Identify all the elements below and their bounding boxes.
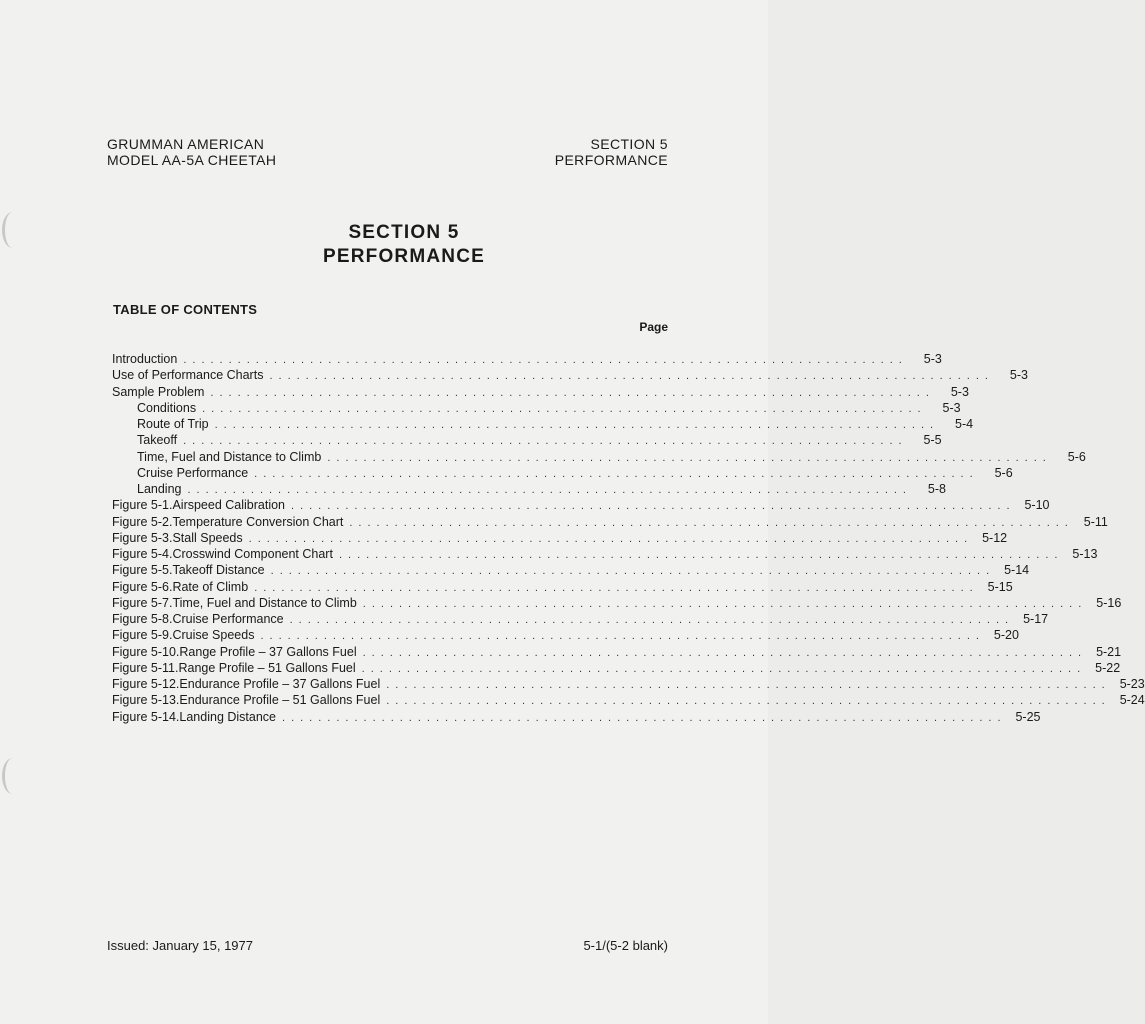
toc-entry-page: 5-20 (993, 628, 1019, 643)
toc-entry-figure-number: Figure 5-8. (112, 612, 173, 626)
header-manufacturer: GRUMMAN AMERICAN (107, 136, 265, 152)
toc-entry (112, 595, 1122, 611)
toc-heading: TABLE OF CONTENTS (113, 302, 258, 317)
toc-entry (112, 579, 1013, 595)
toc-entry-page: 5-3 (950, 384, 969, 399)
dot-leader: ................................................................................ (214, 419, 940, 431)
toc-entry-figure-number: Figure 5-12. (112, 677, 180, 691)
dot-leader: ................................................................................ (187, 484, 912, 496)
toc-entry-figure-number: Figure 5-2. (112, 514, 173, 529)
toc-entry-label: Endurance Profile – 51 Gallons Fuel (179, 693, 381, 708)
toc-entry-page: 5-8 (927, 482, 946, 496)
dot-leader: ................................................................................ (386, 695, 1111, 708)
toc-entry (112, 465, 1013, 481)
toc-entry-label: Takeoff Distance (172, 563, 265, 578)
toc-entry (112, 627, 1019, 643)
toc-entry-label: Rate of Climb (172, 579, 249, 594)
toc-entry-figure-number: Figure 5-4. (112, 547, 173, 561)
dot-leader: ................................................................................ (386, 679, 1111, 691)
toc-entry-page: 5-5 (923, 433, 942, 448)
toc-entry (112, 660, 1121, 676)
toc-entry-figure-number: Figure 5-3. (112, 530, 173, 545)
section-title: SECTION 5 (348, 222, 460, 243)
toc-entry-label: Sample Problem (112, 384, 205, 399)
toc-entry (112, 611, 1049, 627)
toc-entry (112, 692, 1145, 708)
dot-leader: ................................................................................ (327, 451, 1052, 464)
dot-leader: ................................................................................ (260, 630, 985, 643)
toc-entry-page: 5-3 (1009, 368, 1028, 383)
toc-entry (112, 367, 1028, 383)
toc-entry-page: 5-3 (942, 400, 961, 415)
toc-entry-label: Time, Fuel and Distance to Climb (172, 595, 357, 610)
toc-entry (112, 449, 1086, 465)
running-header-left (107, 136, 276, 168)
dot-leader: ................................................................................ (362, 646, 1088, 659)
section-subtitle: PERFORMANCE (322, 246, 486, 267)
toc-entry (112, 562, 1030, 578)
toc-entry-page: 5-3 (923, 352, 942, 366)
toc-entry-page: 5-14 (1004, 563, 1030, 578)
toc-entry-label: Range Profile – 51 Gallons Fuel (178, 660, 356, 675)
toc-entry-page: 5-16 (1096, 595, 1122, 610)
toc-entry (112, 351, 942, 367)
toc-entry (112, 514, 1108, 530)
toc-entry-label: Time, Fuel and Distance to Climb (137, 449, 322, 464)
table-of-contents (112, 351, 1145, 725)
dot-leader: ................................................................................ (269, 370, 994, 383)
dot-leader: ................................................................................ (349, 516, 1074, 529)
toc-entry (112, 416, 974, 432)
toc-entry-page: 5-25 (1015, 709, 1041, 724)
toc-entry-label: Temperature Conversion Chart (172, 514, 344, 529)
page-number: 5-1/(5-2 blank) (583, 938, 668, 953)
toc-entry-label: Stall Speeds (172, 530, 243, 545)
toc-entry-figure-number: Figure 5-10. (112, 644, 180, 659)
toc-entry-label: Conditions (137, 400, 197, 415)
dot-leader: ................................................................................ (362, 597, 1088, 610)
toc-entry-page: 5-15 (987, 579, 1013, 594)
header-section: SECTION 5 (590, 136, 668, 152)
binder-hole (2, 758, 23, 794)
toc-entry-label: Landing (137, 482, 182, 496)
toc-entry-figure-number: Figure 5-5. (112, 563, 173, 578)
toc-entry-label: Cruise Speeds (172, 628, 255, 643)
toc-entry (112, 644, 1122, 660)
toc-entry-figure-number: Figure 5-6. (112, 579, 173, 594)
toc-entry-label: Introduction (112, 352, 178, 366)
issued-date: Issued: January 15, 1977 (107, 938, 253, 953)
toc-entry-figure-number: Figure 5-9. (112, 628, 173, 643)
toc-entry (112, 481, 946, 497)
toc-entry-label: Airspeed Calibration (172, 498, 286, 513)
toc-entry-page: 5-6 (994, 465, 1013, 480)
dot-leader: ................................................................................ (361, 662, 1087, 675)
dot-leader: ................................................................................ (183, 435, 908, 448)
toc-entry-page: 5-17 (1023, 612, 1049, 626)
toc-page-column-label: Page (639, 320, 668, 334)
toc-entry-page: 5-6 (1067, 449, 1086, 464)
toc-entry-figure-number: Figure 5-7. (112, 595, 173, 610)
toc-entry-page: 5-12 (982, 530, 1008, 545)
running-header-right (555, 136, 668, 168)
toc-entry-page: 5-24 (1119, 693, 1145, 708)
dot-leader: ................................................................................ (289, 614, 1015, 626)
dot-leader: ................................................................................ (248, 532, 974, 545)
toc-entry-label: Cruise Performance (172, 612, 284, 626)
toc-entry-figure-number: Figure 5-1. (112, 498, 173, 513)
toc-entry-label: Range Profile – 37 Gallons Fuel (179, 644, 357, 659)
toc-entry-label: Takeoff (137, 433, 178, 448)
toc-entry-label: Landing Distance (179, 709, 277, 724)
toc-entry-page: 5-21 (1096, 644, 1122, 659)
toc-entry-page: 5-22 (1095, 660, 1121, 675)
toc-entry (112, 709, 1041, 725)
toc-entry (112, 546, 1098, 562)
header-model: MODEL AA-5A CHEETAH (107, 152, 277, 168)
toc-entry-page: 5-13 (1072, 547, 1098, 561)
toc-entry (112, 497, 1050, 513)
dot-leader: ................................................................................ (338, 549, 1064, 561)
dot-leader: ................................................................................ (183, 354, 908, 366)
toc-entry (112, 432, 942, 448)
dot-leader: ................................................................................ (282, 711, 1007, 724)
toc-entry (112, 676, 1145, 692)
toc-entry-figure-number: Figure 5-11. (112, 660, 179, 675)
toc-entry-label: Endurance Profile – 37 Gallons Fuel (179, 677, 381, 691)
dot-leader: ................................................................................ (202, 402, 927, 415)
toc-entry-figure-number: Figure 5-14. (112, 709, 180, 724)
toc-entry-label: Cruise Performance (137, 465, 249, 480)
toc-entry (112, 384, 969, 400)
toc-entry-label: Crosswind Component Chart (172, 547, 333, 561)
dot-leader: ................................................................................ (291, 500, 1016, 513)
toc-entry (112, 400, 961, 416)
toc-entry-page: 5-4 (955, 417, 974, 431)
toc-entry-label: Use of Performance Charts (112, 368, 264, 383)
dot-leader: ................................................................................ (254, 467, 979, 480)
dot-leader: ................................................................................ (210, 386, 935, 399)
dot-leader: ................................................................................ (270, 565, 996, 578)
toc-entry-page: 5-10 (1024, 498, 1050, 513)
toc-entry-label: Route of Trip (137, 417, 209, 431)
header-section-name: PERFORMANCE (554, 152, 668, 168)
toc-entry-figure-number: Figure 5-13. (112, 693, 180, 708)
toc-entry-page: 5-23 (1119, 677, 1145, 691)
toc-entry (112, 530, 1008, 546)
toc-entry-page: 5-11 (1083, 514, 1108, 529)
dot-leader: ................................................................................ (254, 581, 979, 594)
